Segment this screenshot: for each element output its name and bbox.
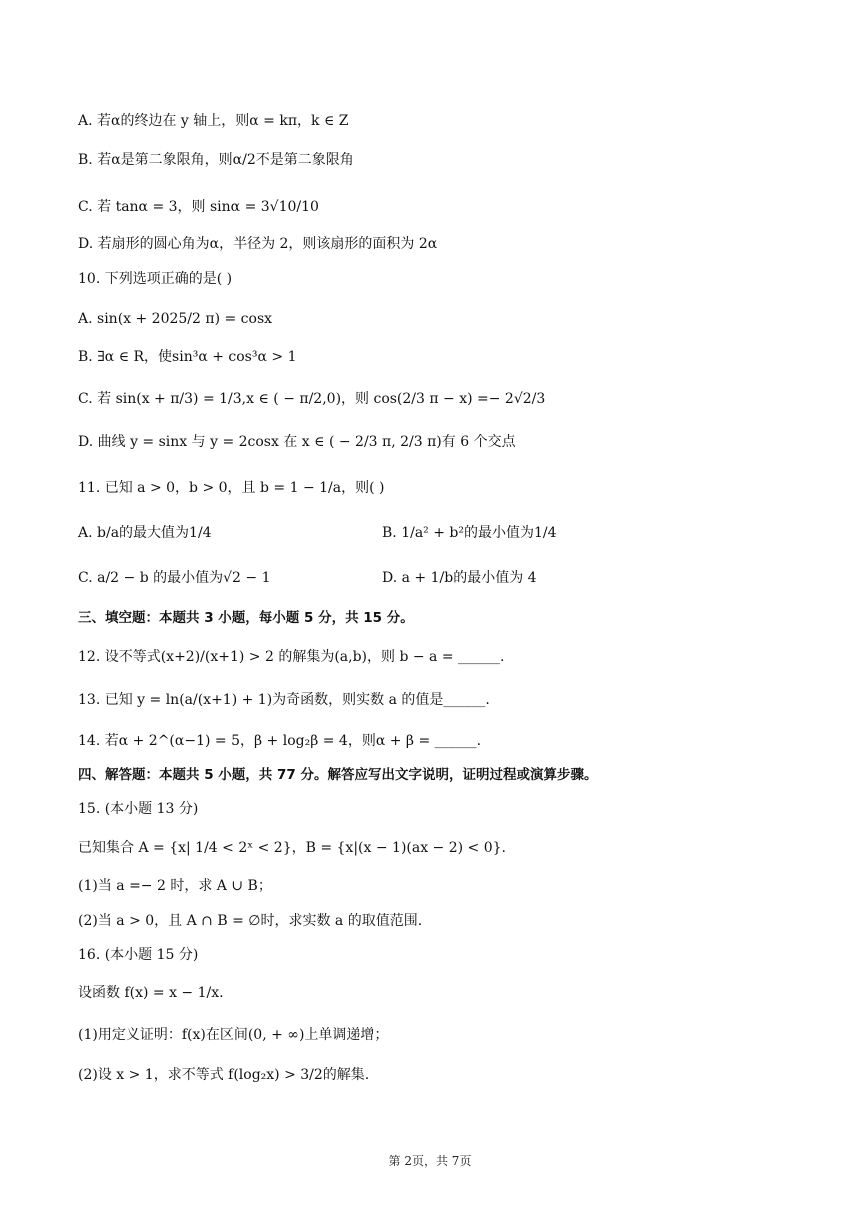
question-11: 11. 已知 a > 0，b > 0，且 b = 1 − 1/a，则( ) <box>78 480 385 496</box>
question-15: 15. (本小题 13 分) <box>78 801 199 817</box>
line-15-1: (1)当 a =− 2 时，求 A ∪ B； <box>78 878 272 894</box>
line-16-2: (2)设 x > 1，求不等式 f(log₂x) > 3/2的解集. <box>78 1067 370 1083</box>
line-10a: A. sin(x + 2025/2 π) = cosx <box>78 311 273 327</box>
section-3-heading: 三、填空题：本题共 3 小题，每小题 5 分，共 15 分。 <box>78 610 414 626</box>
line-9c: C. 若 tanα = 3，则 sinα = 3√10/10 <box>78 199 319 215</box>
line-11b: B. 1/a² + b²的最小值为1/4 <box>382 525 557 541</box>
line-15-set: 已知集合 A = {x| 1/4 < 2ˣ < 2}，B = {x|(x − 1)(ax − 2) < 0}. <box>78 840 507 856</box>
line-9a: A. 若α的终边在 y 轴上，则α = kπ，k ∈ Z <box>78 113 349 129</box>
line-11d: D. a + 1/b的最小值为 4 <box>382 570 537 586</box>
line-16-1: (1)用定义证明：f(x)在区间(0, + ∞)上单调递增； <box>78 1027 389 1043</box>
line-9d: D. 若扇形的圆心角为α，半径为 2，则该扇形的面积为 2α <box>78 236 438 252</box>
question-13: 13. 已知 y = ln(a/(x+1) + 1)为奇函数，则实数 a 的值是______. <box>78 692 490 708</box>
line-11a: A. b/a的最大值为1/4 <box>78 525 212 541</box>
question-10: 10. 下列选项正确的是( ) <box>78 271 233 287</box>
line-15-2: (2)当 a > 0，且 A ∩ B = ∅时，求实数 a 的取值范围. <box>78 913 423 929</box>
question-16: 16. (本小题 15 分) <box>78 947 199 963</box>
line-10c: C. 若 sin(x + π/3) = 1/3,x ∈ ( − π/2,0)，则 cos(2/3 π − x) =− 2√2/3 <box>78 391 546 407</box>
question-12: 12. 设不等式(x+2)/(x+1) > 2 的解集为(a,b)，则 b − a = ______. <box>78 649 505 665</box>
line-10d: D. 曲线 y = sinx 与 y = 2cosx 在 x ∈ ( − 2/3 π, 2/3 π)有 6 个交点 <box>78 434 516 450</box>
question-14: 14. 若α + 2^(α−1) = 5，β + log₂β = 4，则α + β = ______. <box>78 733 482 749</box>
line-16-func: 设函数 f(x) = x − 1/x. <box>78 985 224 1001</box>
line-11c: C. a/2 − b 的最小值为√2 − 1 <box>78 570 271 586</box>
line-9b: B. 若α是第二象限角，则α/2不是第二象限角 <box>78 152 354 168</box>
page-footer: 第 2页，共 7页 <box>388 1154 472 1168</box>
section-4-heading: 四、解答题：本题共 5 小题，共 77 分。解答应写出文字说明，证明过程或演算步骤。 <box>78 767 598 783</box>
line-10b: B. ∃α ∈ R，使sin³α + cos³α > 1 <box>78 349 297 365</box>
